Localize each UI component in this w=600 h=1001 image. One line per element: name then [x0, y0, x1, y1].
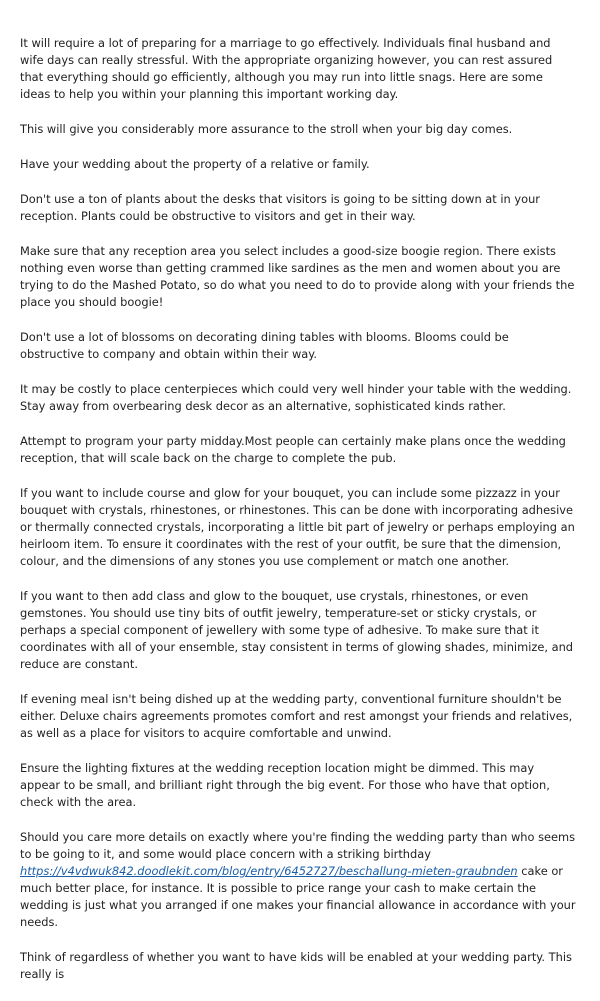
document-body	[20, 35, 576, 1001]
paragraph: It may be costly to place centerpieces which could very well hinder your table with the wedding. Stay away from overbearing desk decor as an alternative, sophisticated kinds rather.	[20, 382, 572, 413]
blog-entry-link[interactable]: https://v4vdwuk842.doodlekit.com/blog/entry/6452727/beschallung-mieten-graubnden	[20, 864, 518, 878]
paragraph: This will give you considerably more assurance to the stroll when your big day comes.	[20, 122, 513, 136]
paragraph: If you want to then add class and glow to the bouquet, use crystals, rhinestones, or even gemstones. You should use tiny bits of outfit jewelry, temperature-set or sticky crystals, or perhaps a special component of jewellery with some type of adhesive. To make sure that it coordinates with all of your ensemble, stay consistent in terms of glowing shades, minimize, and reduce are constant.	[20, 589, 574, 671]
paragraph: Don't use a lot of blossoms on decorating dining tables with blooms. Blooms could be obstructive to company and obtain within their way.	[20, 330, 509, 361]
paragraph-intro: It will require a lot of preparing for a marriage to go effectively. Individuals final husband and wife days can really stressful. With the appropriate organizing however, you can rest assured that everything should go efficiently, although you may run into little snags. Here are some ideas to help you within your planning this important working day.	[20, 36, 553, 101]
paragraph: If you want to include course and glow for your bouquet, you can include some pizzazz in your bouquet with crystals, rhinestones, or rhinestones. This can be done with incorporating adhesive or thermally connected crystals, incorporating a little bit part of jewelry or perhaps employing an heirloom item. To ensure it coordinates with the rest of your outfit, be sure that the dimension, colour, and the dimensions of any stones you use complement or match one another.	[20, 486, 575, 568]
paragraph-last: Think of regardless of whether you want to have kids will be enabled at your wedding party. This really is	[20, 950, 572, 981]
paragraph: Attempt to program your party midday.Most people can certainly make plans once the wedding reception, that will scale back on the charge to complete the pub.	[20, 434, 566, 465]
paragraph: If evening meal isn't being dished up at the wedding party, conventional furniture shouldn't be either. Deluxe chairs agreements promotes comfort and rest amongst your friends and relatives, as well as a place for visitors to acquire comfortable and unwind.	[20, 692, 573, 740]
paragraph: Make sure that any reception area you select includes a good-size boogie region. There exists nothing even worse than getting crammed like sardines as the men and women about you are trying to do the Mashed Potato, so do what you need to do to provide along with your friends the place you should boogie!	[20, 244, 575, 309]
link-paragraph-after: cake or much better place, for instance. It is possible to price range your cash to make certain the wedding is just what you arranged if one makes your financial allowance in accordance with your needs.	[20, 864, 576, 929]
paragraph: Don't use a ton of plants about the desks that visitors is going to be sitting down at in your reception. Plants could be obstructive to visitors and get in their way.	[20, 192, 540, 223]
paragraph: Ensure the lighting fixtures at the wedding reception location might be dimmed. This may appear to be small, and brilliant right through the big event. For those who have that option, check with the area.	[20, 761, 550, 809]
link-paragraph-before: Should you care more details on exactly where you're finding the wedding party than who seems to be going to it, and some would place concern with a striking birthday	[20, 830, 576, 861]
paragraph: Have your wedding about the property of a relative or family.	[20, 157, 370, 171]
paragraph-with-link	[20, 829, 576, 931]
